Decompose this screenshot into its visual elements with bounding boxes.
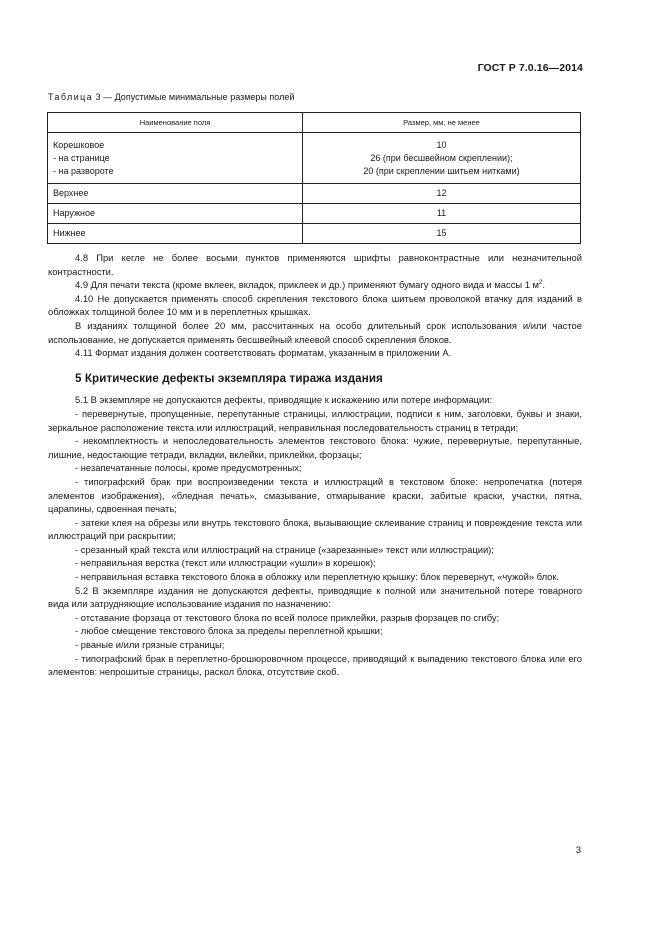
body-text (48, 251, 582, 679)
paragraph-4-9 (48, 278, 582, 292)
list-item: - типографский брак в переплетно-брошюровочном процессе, приводящий к выпадению текстового блока или его элементов: непрошитые страницы, раскол блока, отсутствие скоб. (48, 652, 582, 678)
table-cell-value: 15 (303, 224, 581, 244)
table-cell-value: 12 (303, 184, 581, 204)
table-cell-name: Нижнее (48, 224, 303, 244)
list-item: - незапечатанные полосы, кроме предусмотренных; (75, 462, 302, 474)
cell-line: - на странице (53, 152, 110, 163)
list-item: - срезанный край текста или иллюстраций на странице («зарезанные» текст или иллюстрации); (75, 543, 494, 555)
list-item: - отставание форзаца от текстового блока по всей полосе приклейки, разрыв форзацев по сгибу; (75, 611, 500, 623)
page-number: 3 (575, 845, 581, 856)
paragraph-5-1: 5.1 В экземпляре не допускаются дефекты, приводящие к искажению или потере информации: (75, 394, 493, 406)
table-cell-value (303, 133, 581, 184)
table-row (48, 204, 581, 224)
section-5-title: 5 Критические дефекты экземпляра тиража издания (75, 371, 383, 385)
paragraph-4-8: 4.8 При кегле не более восьми пунктов применяются шрифты равноконтрастные или незначительной контрастности. (48, 252, 582, 277)
table-cell-value: 11 (303, 204, 581, 224)
list-item: - затеки клея на обрезы или внутрь текстового блока, вызывающие склеивание страниц и повреждение текста или иллюстраций при раскрытии; (48, 516, 582, 542)
table-caption (48, 92, 294, 102)
document-code: ГОСТ Р 7.0.16—2014 (477, 62, 583, 74)
table-caption-text: 3 — Допустимые минимальные размеры полей (95, 92, 295, 102)
paragraph-4-10b: В изданиях толщиной более 20 мм, рассчитанных на особо длительный срок использования и/или частое использование, не допускается применять бесшвейный клеевой способ скрепления блоков. (48, 319, 582, 345)
table-header-row (48, 113, 581, 133)
paragraph-text: 4.9 Для печати текста (кроме вклеек, вкладок, приклеек и др.) применяют бумагу одного вида и массы 1 м (75, 279, 539, 291)
cell-line: Корешковое (53, 139, 105, 150)
cell-line: 10 (436, 139, 447, 150)
list-item: - некомплектность и непоследовательность элементов текстового блока: чужие, перевернутые, перепутанные, лишние, недостающие тетради, вкладки, вклейки, приклейки, форзацы; (48, 435, 582, 460)
table-caption-word: Таблица (48, 92, 94, 102)
table-row (48, 133, 581, 184)
cell-line: 26 (при бесшвейном скреплении); (370, 152, 513, 163)
paragraph-5-2: 5.2 В экземпляре издания не допускаются дефекты, приводящие к полной или значительной потере товарного вида или затрудняющие использование издания по назначению: (48, 584, 582, 610)
table-cell-name: Верхнее (48, 184, 303, 204)
list-item: - неправильная верстка (текст или иллюстрации «ушли» в корешок); (75, 557, 376, 569)
table-cell-name (48, 133, 303, 184)
paragraph-4-10: 4.10 Не допускается применять способ скрепления текстового блока шитьем проволокой втачку для изданий в обложках толщиной более 10 мм и в переплетных крышках. (48, 292, 582, 318)
list-item: - перевернутые, пропущенные, перепутанные страницы, иллюстрации, подписи к ним, заголовки, буквы и знаки, зеркальное расположение текста или иллюстраций, неправильная последовательность страниц в тетради; (48, 407, 582, 433)
list-item: - рваные и/или грязные страницы; (75, 639, 225, 651)
table-cell-name: Наружное (48, 204, 303, 224)
list-item: - любое смещение текстового блока за пределы переплетной крышки; (75, 625, 383, 637)
table-row (48, 224, 581, 244)
margins-table (47, 112, 581, 244)
cell-line: 20 (при скреплении шитьем нитками) (363, 165, 520, 176)
superscript: 2 (539, 280, 543, 287)
paragraph-text: . (542, 279, 545, 291)
list-item: - неправильная вставка текстового блока в обложку или переплетную крышку: блок перевернут, «чужой» блок. (75, 571, 560, 583)
column-header-name: Наименование поля (48, 113, 303, 133)
table-row (48, 184, 581, 204)
cell-line: - на развороте (53, 165, 114, 176)
list-item: - типографский брак при воспроизведении текста и иллюстраций в текстовом блоке: непропечатка (потеря элементов изображения), «бледная печать», смазывание, отмарывание краски, забитые краски, участки, пятна, царапины, сдвоенная печать; (48, 475, 582, 515)
column-header-size: Размер, мм, не менее (303, 113, 581, 133)
paragraph-4-11: 4.11 Формат издания должен соответствовать форматам, указанным в приложении А. (75, 347, 452, 359)
